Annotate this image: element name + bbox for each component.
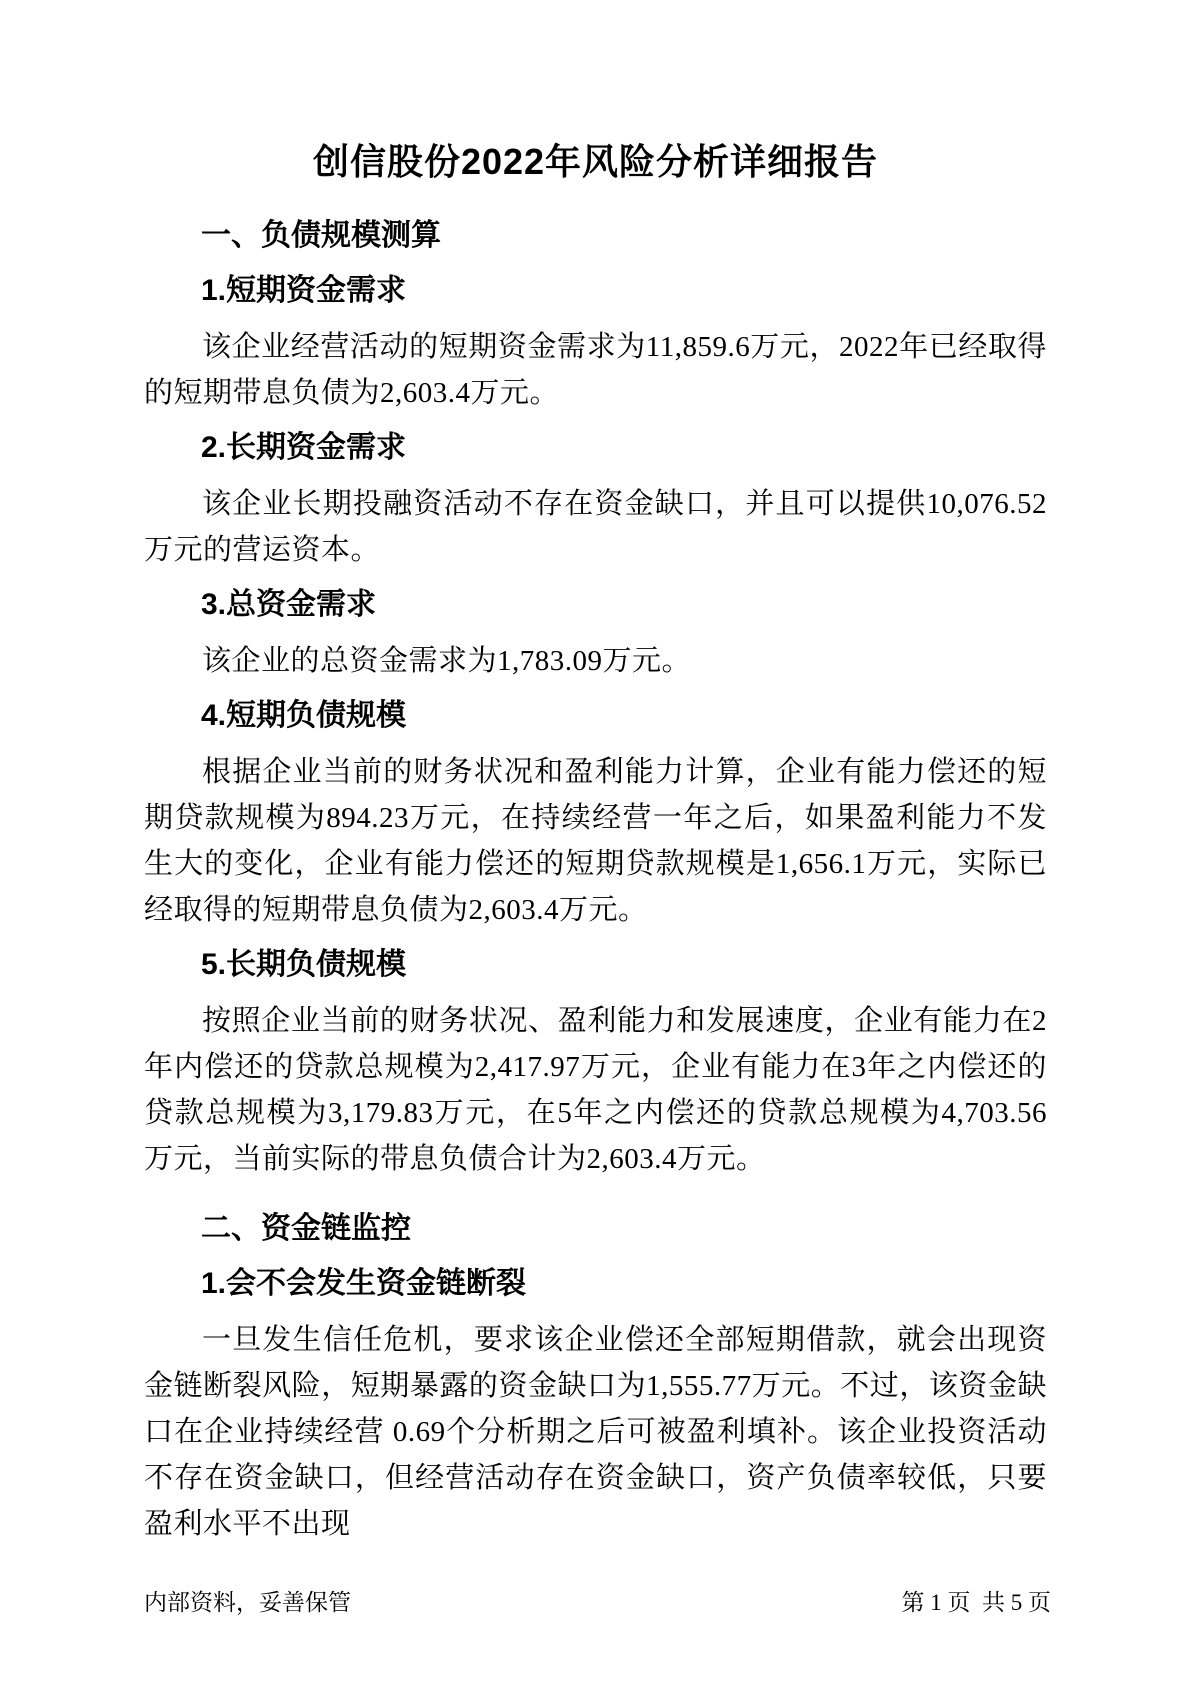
- subsection-1-3-heading: 3.总资金需求: [201, 587, 377, 621]
- page-indicator: 第 1 页 共 5 页: [901, 1590, 1051, 1615]
- subsection-1-5-heading: 5.长期负债规模: [201, 947, 407, 981]
- subsection-1-4-paragraph: 根据企业当前的财务状况和盈利能力计算，企业有能力偿还的短期贷款规模为894.23万元，在持续经营一年之后，如果盈利能力不发生大的变化，企业有能力偿还的短期贷款规模是1,656.1万元，实际已经取得的短期带息负债为2,603.4万元。: [144, 755, 1047, 926]
- subsection-1-2-heading: 2.长期资金需求: [201, 430, 407, 464]
- subsection-2-1-paragraph: 一旦发生信任危机，要求该企业偿还全部短期借款，就会出现资金链断裂风险，短期暴露的资金缺口为1,555.77万元。不过，该资金缺口在企业持续经营 0.69个分析期之后可被盈利填补。该企业投资活动不存在资金缺口，但经营活动存在资金缺口，资产负债率较低，只要盈利水平不出现: [144, 1323, 1047, 1540]
- confidential-note: 内部资料，妥善保管: [144, 1589, 351, 1615]
- section-2-heading: 二、资金链监控: [201, 1211, 411, 1245]
- subsection-1-3-paragraph: 该企业的总资金需求为1,783.09万元。: [202, 644, 692, 677]
- subsection-1-1-paragraph: 该企业经营活动的短期资金需求为11,859.6万元，2022年已经取得的短期带息负债为2,603.4万元。: [144, 330, 1047, 409]
- section-1-heading: 一、负债规模测算: [201, 218, 441, 252]
- subsection-1-4-heading: 4.短期负债规模: [201, 698, 407, 732]
- subsection-1-2-paragraph: 该企业长期投融资活动不存在资金缺口，并且可以提供10,076.52万元的营运资本。: [144, 487, 1047, 566]
- page-footer: [144, 1584, 1051, 1617]
- subsection-1-5-paragraph: 按照企业当前的财务状况、盈利能力和发展速度，企业有能力在2年内偿还的贷款总规模为2,417.97万元，企业有能力在3年之内偿还的贷款总规模为3,179.83万元，在5年之内偿还的贷款总规模为4,703.56万元，当前实际的带息负债合计为2,603.4万元。: [144, 1004, 1047, 1175]
- subsection-2-1-heading: 1.会不会发生资金链断裂: [201, 1266, 527, 1300]
- page-title: 创信股份2022年风险分析详细报告: [312, 141, 879, 182]
- subsection-1-1-heading: 1.短期资金需求: [201, 273, 407, 307]
